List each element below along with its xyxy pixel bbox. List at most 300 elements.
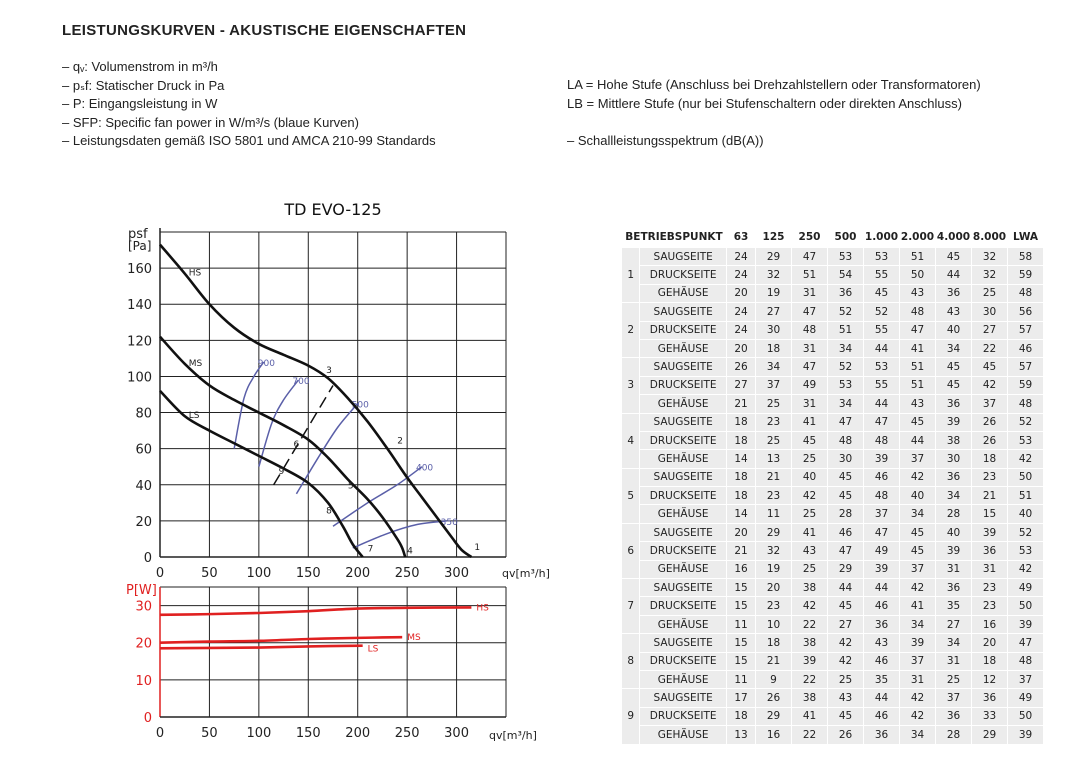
table-cell: 33 bbox=[972, 707, 1008, 725]
x-tick-label: 100 bbox=[246, 566, 272, 581]
power-x-tick-label: 300 bbox=[444, 726, 469, 741]
pressure-curve-hs bbox=[160, 245, 471, 557]
power-x-axis-label: qv[m³/h] bbox=[489, 729, 537, 742]
table-cell: 59 bbox=[1008, 376, 1044, 394]
table-cell: 54 bbox=[828, 266, 864, 284]
table-cell: 42 bbox=[972, 376, 1008, 394]
y-tick-label: 60 bbox=[135, 442, 152, 458]
table-cell: 37 bbox=[900, 560, 936, 578]
sfp-label-400: 400 bbox=[415, 463, 434, 474]
note-volume-flow: – qᵥ: Volumenstrom in m³/h bbox=[62, 59, 218, 74]
x-tick-label: 150 bbox=[295, 566, 321, 581]
table-row bbox=[622, 615, 1044, 633]
table-cell: 43 bbox=[792, 542, 828, 560]
table-row bbox=[622, 266, 1044, 284]
table-row bbox=[622, 358, 1044, 376]
table-cell: 29 bbox=[828, 560, 864, 578]
power-curve-label-ms: MS bbox=[407, 633, 421, 644]
table-cell: 31 bbox=[936, 652, 972, 670]
table-cell: 15 bbox=[727, 597, 756, 615]
table-cell: 53 bbox=[1008, 431, 1044, 449]
power-x-tick-label: 0 bbox=[155, 726, 165, 741]
table-cell: 37 bbox=[864, 505, 900, 523]
table-cell: 47 bbox=[792, 248, 828, 266]
x-tick-label: 50 bbox=[201, 566, 218, 581]
table-cell: 37 bbox=[756, 376, 792, 394]
table-cell: 26 bbox=[828, 726, 864, 744]
table-cell: 25 bbox=[756, 431, 792, 449]
table-cell: 48 bbox=[900, 303, 936, 321]
table-cell: 27 bbox=[828, 615, 864, 633]
table-cell: 50 bbox=[1008, 468, 1044, 486]
power-y-axis-label: P[W] bbox=[126, 583, 157, 598]
x-tick-label: 200 bbox=[345, 566, 371, 581]
table-cell: 14 bbox=[727, 505, 756, 523]
table-cell: 51 bbox=[828, 321, 864, 339]
table-cell: 25 bbox=[828, 670, 864, 688]
table-cell: 47 bbox=[900, 321, 936, 339]
table-cell: 19 bbox=[756, 284, 792, 302]
table-cell: 38 bbox=[792, 689, 828, 707]
table-cell: 36 bbox=[936, 468, 972, 486]
table-cell: 39 bbox=[900, 634, 936, 652]
table-cell: 35 bbox=[936, 597, 972, 615]
measurement-side-cell: SAUGSEITE bbox=[640, 634, 727, 652]
table-cell: 58 bbox=[1008, 248, 1044, 266]
y-axis-unit: [Pa] bbox=[128, 239, 152, 253]
table-row bbox=[622, 376, 1044, 394]
table-row bbox=[622, 303, 1044, 321]
table-cell: 46 bbox=[864, 707, 900, 725]
table-cell: 16 bbox=[756, 726, 792, 744]
table-cell: 10 bbox=[756, 615, 792, 633]
operating-point-cell: 7 bbox=[622, 579, 640, 634]
table-cell: 25 bbox=[756, 395, 792, 413]
table-cell: 48 bbox=[864, 487, 900, 505]
y-tick-label: 100 bbox=[127, 370, 152, 386]
table-cell: 24 bbox=[727, 266, 756, 284]
table-cell: 44 bbox=[900, 431, 936, 449]
table-cell: 34 bbox=[936, 339, 972, 357]
table-cell: 23 bbox=[756, 597, 792, 615]
measurement-side-cell: SAUGSEITE bbox=[640, 468, 727, 486]
table-row bbox=[622, 707, 1044, 725]
table-cell: 18 bbox=[756, 634, 792, 652]
table-cell: 42 bbox=[900, 707, 936, 725]
table-cell: 49 bbox=[792, 376, 828, 394]
table-cell: 59 bbox=[1008, 266, 1044, 284]
operating-point-2: 2 bbox=[397, 436, 403, 447]
table-cell: 27 bbox=[756, 303, 792, 321]
table-cell: 43 bbox=[900, 284, 936, 302]
table-cell: 32 bbox=[756, 542, 792, 560]
measurement-side-cell: GEHÄUSE bbox=[640, 670, 727, 688]
table-cell: 53 bbox=[864, 358, 900, 376]
measurement-side-cell: DRUCKSEITE bbox=[640, 487, 727, 505]
table-cell: 18 bbox=[727, 431, 756, 449]
table-row bbox=[622, 560, 1044, 578]
table-cell: 30 bbox=[756, 321, 792, 339]
table-cell: 30 bbox=[972, 303, 1008, 321]
table-cell: 52 bbox=[828, 303, 864, 321]
table-row bbox=[622, 450, 1044, 468]
table-cell: 36 bbox=[936, 579, 972, 597]
table-cell: 34 bbox=[936, 487, 972, 505]
table-cell: 45 bbox=[828, 707, 864, 725]
table-cell: 43 bbox=[828, 689, 864, 707]
table-cell: 36 bbox=[936, 395, 972, 413]
note-spectrum: – Schallleistungsspektrum (dB(A)) bbox=[567, 132, 764, 148]
curve-label-ls: LS bbox=[188, 411, 200, 422]
table-cell: 30 bbox=[936, 450, 972, 468]
operating-point-9: 9 bbox=[278, 466, 285, 477]
table-header-row bbox=[622, 227, 1044, 248]
power-y-tick-label: 0 bbox=[143, 711, 152, 726]
table-cell: 42 bbox=[828, 634, 864, 652]
table-cell: 15 bbox=[727, 579, 756, 597]
table-row bbox=[622, 597, 1044, 615]
table-cell: 16 bbox=[727, 560, 756, 578]
table-cell: 20 bbox=[727, 339, 756, 357]
table-cell: 22 bbox=[972, 339, 1008, 357]
chart-title: TD EVO-125 bbox=[284, 200, 382, 219]
table-cell: 42 bbox=[900, 579, 936, 597]
table-cell: 40 bbox=[936, 321, 972, 339]
table-cell: 44 bbox=[864, 689, 900, 707]
table-cell: 47 bbox=[864, 523, 900, 541]
measurement-side-cell: GEHÄUSE bbox=[640, 726, 727, 744]
table-cell: 38 bbox=[936, 431, 972, 449]
table-cell: 42 bbox=[792, 487, 828, 505]
measurement-side-cell: DRUCKSEITE bbox=[640, 321, 727, 339]
power-x-tick-label: 200 bbox=[345, 726, 371, 741]
table-cell: 53 bbox=[864, 248, 900, 266]
y-tick-label: 20 bbox=[135, 514, 152, 530]
table-cell: 40 bbox=[900, 487, 936, 505]
operating-point-4: 4 bbox=[407, 546, 413, 557]
table-cell: 37 bbox=[900, 652, 936, 670]
table-row bbox=[622, 523, 1044, 541]
table-cell: 49 bbox=[1008, 689, 1044, 707]
table-cell: 42 bbox=[1008, 560, 1044, 578]
table-cell: 20 bbox=[727, 284, 756, 302]
table-cell: 36 bbox=[936, 707, 972, 725]
table-cell: 45 bbox=[900, 523, 936, 541]
operating-point-7: 7 bbox=[367, 544, 374, 555]
measurement-side-cell: DRUCKSEITE bbox=[640, 652, 727, 670]
y-tick-label: 120 bbox=[127, 334, 152, 350]
table-cell: 36 bbox=[864, 615, 900, 633]
table-cell: 18 bbox=[972, 652, 1008, 670]
table-cell: 27 bbox=[972, 321, 1008, 339]
table-cell: 21 bbox=[756, 468, 792, 486]
table-cell: 36 bbox=[972, 542, 1008, 560]
table-cell: 47 bbox=[828, 413, 864, 431]
power-x-tick-label: 50 bbox=[201, 726, 218, 741]
table-header-250: 250 bbox=[792, 227, 828, 248]
operating-point-cell: 4 bbox=[622, 413, 640, 468]
table-row bbox=[622, 726, 1044, 744]
table-cell: 31 bbox=[792, 284, 828, 302]
table-cell: 29 bbox=[756, 707, 792, 725]
operating-point-cell: 1 bbox=[622, 248, 640, 303]
table-cell: 41 bbox=[792, 707, 828, 725]
table-cell: 45 bbox=[936, 376, 972, 394]
pressure-curve-ms bbox=[160, 337, 405, 557]
measurement-side-cell: GEHÄUSE bbox=[640, 615, 727, 633]
table-cell: 44 bbox=[864, 339, 900, 357]
table-cell: 45 bbox=[936, 358, 972, 376]
x-tick-label: 300 bbox=[444, 566, 469, 581]
table-cell: 18 bbox=[727, 413, 756, 431]
table-cell: 34 bbox=[828, 339, 864, 357]
table-cell: 12 bbox=[972, 670, 1008, 688]
table-cell: 46 bbox=[864, 652, 900, 670]
sfp-label-900: 900 bbox=[257, 359, 275, 369]
power-x-tick-label: 100 bbox=[246, 726, 272, 741]
operating-point-5: 5 bbox=[347, 481, 354, 492]
measurement-side-cell: GEHÄUSE bbox=[640, 339, 727, 357]
operating-point-cell: 2 bbox=[622, 303, 640, 358]
sound-power-table bbox=[621, 226, 1044, 745]
table-cell: 56 bbox=[1008, 303, 1044, 321]
table-cell: 34 bbox=[828, 395, 864, 413]
table-cell: 40 bbox=[1008, 505, 1044, 523]
table-cell: 34 bbox=[900, 615, 936, 633]
measurement-side-cell: SAUGSEITE bbox=[640, 523, 727, 541]
table-row bbox=[622, 634, 1044, 652]
note-lb: LB = Mittlere Stufe (nur bei Stufenschaltern oder direkten Anschluss) bbox=[567, 95, 962, 111]
table-cell: 25 bbox=[792, 560, 828, 578]
table-cell: 40 bbox=[936, 523, 972, 541]
table-cell: 13 bbox=[756, 450, 792, 468]
table-cell: 45 bbox=[792, 431, 828, 449]
table-cell: 31 bbox=[792, 395, 828, 413]
table-cell: 36 bbox=[936, 284, 972, 302]
table-cell: 52 bbox=[828, 358, 864, 376]
table-row bbox=[622, 487, 1044, 505]
table-header-betriebspunkt: BETRIEBSPUNKT bbox=[622, 227, 727, 248]
table-cell: 47 bbox=[828, 542, 864, 560]
table-cell: 53 bbox=[828, 248, 864, 266]
table-cell: 34 bbox=[936, 634, 972, 652]
measurement-side-cell: SAUGSEITE bbox=[640, 248, 727, 266]
table-header-8.000: 8.000 bbox=[972, 227, 1008, 248]
table-cell: 51 bbox=[900, 358, 936, 376]
table-cell: 37 bbox=[936, 689, 972, 707]
table-cell: 43 bbox=[900, 395, 936, 413]
table-cell: 9 bbox=[756, 670, 792, 688]
table-cell: 27 bbox=[936, 615, 972, 633]
table-cell: 22 bbox=[792, 726, 828, 744]
table-cell: 50 bbox=[1008, 597, 1044, 615]
table-cell: 52 bbox=[864, 303, 900, 321]
sfp-label-700: 700 bbox=[292, 377, 310, 388]
table-cell: 11 bbox=[727, 615, 756, 633]
table-cell: 55 bbox=[864, 321, 900, 339]
table-cell: 51 bbox=[900, 376, 936, 394]
table-cell: 20 bbox=[756, 579, 792, 597]
note-sfp: – SFP: Specific fan power in W/m³/s (blaue Kurven) bbox=[62, 114, 359, 130]
table-cell: 43 bbox=[864, 634, 900, 652]
measurement-side-cell: DRUCKSEITE bbox=[640, 597, 727, 615]
table-cell: 44 bbox=[828, 579, 864, 597]
table-cell: 32 bbox=[972, 248, 1008, 266]
table-cell: 55 bbox=[864, 266, 900, 284]
table-cell: 21 bbox=[727, 542, 756, 560]
table-cell: 48 bbox=[1008, 395, 1044, 413]
operating-point-cell: 3 bbox=[622, 358, 640, 413]
table-cell: 52 bbox=[1008, 523, 1044, 541]
table-cell: 47 bbox=[792, 303, 828, 321]
table-cell: 34 bbox=[900, 726, 936, 744]
table-cell: 43 bbox=[936, 303, 972, 321]
measurement-side-cell: GEHÄUSE bbox=[640, 560, 727, 578]
table-cell: 49 bbox=[1008, 579, 1044, 597]
measurement-side-cell: DRUCKSEITE bbox=[640, 431, 727, 449]
table-cell: 45 bbox=[972, 358, 1008, 376]
table-cell: 34 bbox=[756, 358, 792, 376]
table-cell: 15 bbox=[972, 505, 1008, 523]
table-cell: 23 bbox=[972, 579, 1008, 597]
operating-point-cell: 9 bbox=[622, 689, 640, 744]
table-cell: 31 bbox=[792, 339, 828, 357]
table-cell: 15 bbox=[727, 634, 756, 652]
table-cell: 46 bbox=[828, 523, 864, 541]
table-cell: 21 bbox=[972, 487, 1008, 505]
power-y-tick-label: 30 bbox=[135, 599, 152, 615]
power-y-tick-label: 20 bbox=[135, 636, 152, 652]
table-cell: 11 bbox=[727, 670, 756, 688]
table-cell: 26 bbox=[756, 689, 792, 707]
x-axis-label: qv[m³/h] bbox=[502, 567, 550, 580]
table-cell: 44 bbox=[864, 579, 900, 597]
power-curve-label-hs: HS bbox=[476, 603, 489, 614]
table-cell: 47 bbox=[1008, 634, 1044, 652]
table-cell: 42 bbox=[1008, 450, 1044, 468]
table-cell: 39 bbox=[1008, 726, 1044, 744]
table-cell: 48 bbox=[1008, 284, 1044, 302]
y-tick-label: 40 bbox=[135, 478, 152, 494]
table-cell: 30 bbox=[828, 450, 864, 468]
table-cell: 46 bbox=[864, 597, 900, 615]
table-cell: 23 bbox=[972, 468, 1008, 486]
table-cell: 39 bbox=[972, 523, 1008, 541]
page-title: LEISTUNGSKURVEN - AKUSTISCHE EIGENSCHAFTEN bbox=[62, 22, 467, 39]
operating-point-8: 8 bbox=[326, 506, 332, 517]
table-cell: 20 bbox=[727, 523, 756, 541]
sfp-label-350: 350 bbox=[440, 517, 458, 528]
measurement-side-cell: DRUCKSEITE bbox=[640, 542, 727, 560]
table-cell: 29 bbox=[972, 726, 1008, 744]
table-cell: 39 bbox=[936, 542, 972, 560]
table-cell: 51 bbox=[792, 266, 828, 284]
table-cell: 50 bbox=[1008, 707, 1044, 725]
table-header-1.000: 1.000 bbox=[864, 227, 900, 248]
table-header-500: 500 bbox=[828, 227, 864, 248]
table-header-63: 63 bbox=[727, 227, 756, 248]
table-cell: 48 bbox=[792, 321, 828, 339]
table-row bbox=[622, 284, 1044, 302]
table-cell: 23 bbox=[756, 487, 792, 505]
table-row bbox=[622, 579, 1044, 597]
table-cell: 52 bbox=[1008, 413, 1044, 431]
table-cell: 51 bbox=[1008, 487, 1044, 505]
table-row bbox=[622, 248, 1044, 266]
table-cell: 39 bbox=[864, 560, 900, 578]
measurement-side-cell: GEHÄUSE bbox=[640, 450, 727, 468]
table-cell: 46 bbox=[1008, 339, 1044, 357]
table-row bbox=[622, 395, 1044, 413]
table-row bbox=[622, 505, 1044, 523]
table-cell: 36 bbox=[864, 726, 900, 744]
table-cell: 38 bbox=[792, 579, 828, 597]
table-cell: 35 bbox=[864, 670, 900, 688]
table-cell: 49 bbox=[864, 542, 900, 560]
measurement-side-cell: SAUGSEITE bbox=[640, 358, 727, 376]
table-row bbox=[622, 413, 1044, 431]
table-cell: 36 bbox=[828, 284, 864, 302]
table-cell: 46 bbox=[864, 468, 900, 486]
table-cell: 39 bbox=[792, 652, 828, 670]
y-tick-label: 0 bbox=[143, 551, 152, 566]
table-cell: 37 bbox=[900, 450, 936, 468]
table-cell: 22 bbox=[792, 670, 828, 688]
table-cell: 23 bbox=[972, 597, 1008, 615]
table-header-4.000: 4.000 bbox=[936, 227, 972, 248]
measurement-side-cell: SAUGSEITE bbox=[640, 689, 727, 707]
table-cell: 28 bbox=[828, 505, 864, 523]
measurement-side-cell: DRUCKSEITE bbox=[640, 376, 727, 394]
x-tick-label: 250 bbox=[394, 566, 420, 581]
table-cell: 24 bbox=[727, 248, 756, 266]
table-cell: 42 bbox=[900, 689, 936, 707]
table-cell: 16 bbox=[972, 615, 1008, 633]
table-cell: 41 bbox=[900, 339, 936, 357]
power-curve-label-ls: LS bbox=[367, 644, 379, 655]
table-cell: 13 bbox=[727, 726, 756, 744]
table-cell: 45 bbox=[828, 468, 864, 486]
table-cell: 26 bbox=[972, 413, 1008, 431]
power-y-tick-label: 10 bbox=[135, 673, 152, 689]
table-row bbox=[622, 652, 1044, 670]
table-cell: 45 bbox=[828, 487, 864, 505]
table-cell: 45 bbox=[864, 284, 900, 302]
table-cell: 41 bbox=[792, 413, 828, 431]
table-cell: 19 bbox=[756, 560, 792, 578]
table-cell: 18 bbox=[972, 450, 1008, 468]
measurement-side-cell: GEHÄUSE bbox=[640, 505, 727, 523]
table-cell: 22 bbox=[792, 615, 828, 633]
y-axis-label: psf bbox=[128, 227, 148, 242]
y-tick-label: 160 bbox=[127, 262, 152, 278]
table-cell: 57 bbox=[1008, 358, 1044, 376]
table-cell: 37 bbox=[972, 395, 1008, 413]
measurement-side-cell: DRUCKSEITE bbox=[640, 266, 727, 284]
note-la: LA = Hohe Stufe (Anschluss bei Drehzahlstellern oder Transformatoren) bbox=[567, 77, 981, 92]
measurement-side-cell: GEHÄUSE bbox=[640, 284, 727, 302]
operating-point-cell: 8 bbox=[622, 634, 640, 689]
table-cell: 15 bbox=[727, 652, 756, 670]
table-cell: 25 bbox=[936, 670, 972, 688]
table-cell: 29 bbox=[756, 248, 792, 266]
table-cell: 31 bbox=[972, 560, 1008, 578]
table-cell: 45 bbox=[936, 248, 972, 266]
table-cell: 47 bbox=[792, 358, 828, 376]
measurement-side-cell: GEHÄUSE bbox=[640, 395, 727, 413]
table-cell: 32 bbox=[756, 266, 792, 284]
operating-point-6: 6 bbox=[293, 439, 300, 450]
